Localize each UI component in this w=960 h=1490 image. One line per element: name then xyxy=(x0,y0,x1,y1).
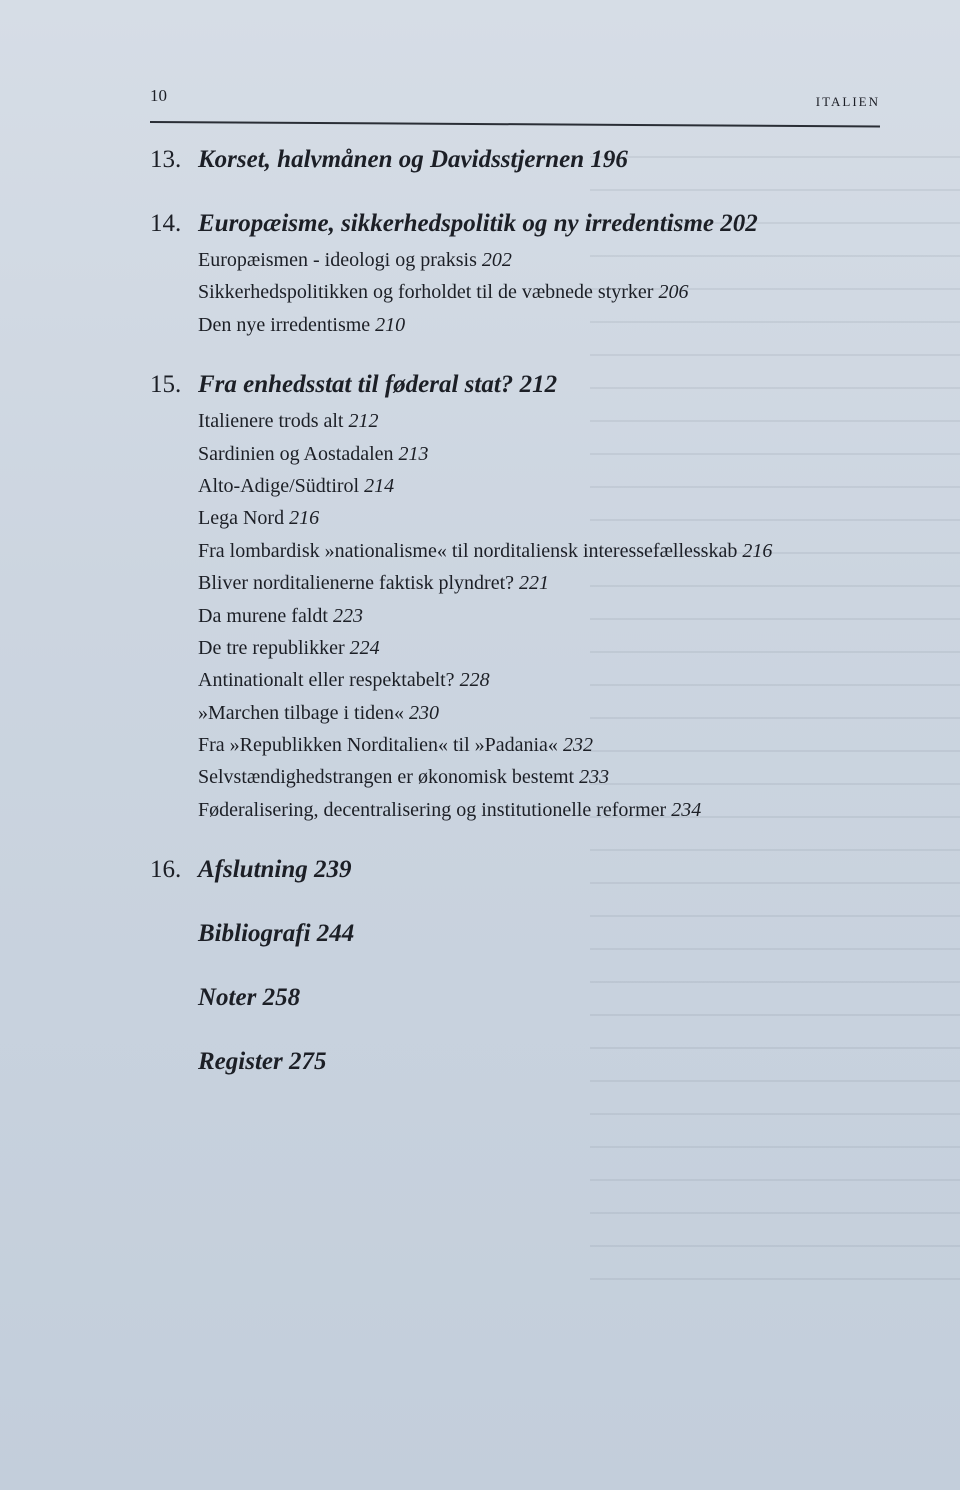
chapter-14 xyxy=(150,204,870,244)
section-page: 212 xyxy=(348,410,379,433)
table-of-contents xyxy=(150,140,870,1082)
chapter-page: 244 xyxy=(316,920,355,948)
section-page: 224 xyxy=(349,636,380,659)
chapter-page: 275 xyxy=(288,1048,327,1076)
section-page: 232 xyxy=(562,734,593,757)
toc-section xyxy=(150,535,870,567)
section-page: 210 xyxy=(375,313,406,336)
toc-entry-bibliografi xyxy=(150,914,870,954)
section-title: Føderalisering, decentralisering og institutionelle reformer xyxy=(198,798,667,821)
toc-section xyxy=(150,276,870,308)
chapter-13 xyxy=(150,140,870,180)
section-page: 221 xyxy=(519,572,550,595)
chapter-title: Register xyxy=(198,1048,283,1076)
chapter-title: Noter xyxy=(198,984,257,1012)
chapter-title: Bibliografi xyxy=(198,920,311,948)
section-page: 228 xyxy=(459,669,490,692)
section-title: Italienere trods alt xyxy=(198,410,344,433)
chapter-number: 16. xyxy=(150,856,182,884)
section-page: 233 xyxy=(579,766,610,789)
section-title: Fra lombardisk »nationalisme« til norditaliensk interessefællesskab xyxy=(198,539,738,562)
chapter-title: Afslutning xyxy=(198,856,308,884)
chapter-page: 239 xyxy=(314,856,352,884)
toc-section xyxy=(150,567,870,599)
chapter-16 xyxy=(150,850,870,890)
running-head: ITALIEN xyxy=(815,94,880,109)
section-title: Antinationalt eller respektabelt? xyxy=(198,669,455,692)
section-page: 234 xyxy=(671,798,702,821)
section-title: Europæismen - ideologi og praksis xyxy=(198,249,477,271)
chapter-page: 258 xyxy=(262,984,301,1012)
toc-section xyxy=(150,729,870,761)
section-title: De tre republikker xyxy=(198,636,345,659)
section-title: Sikkerhedspolitikken og forholdet til de væbnede styrker xyxy=(198,281,654,304)
chapter-page: 196 xyxy=(590,146,628,173)
chapter-title: Europæisme, sikkerhedspolitik og ny irredentisme xyxy=(198,210,715,237)
page-number: 10 xyxy=(150,86,167,105)
section-title: »Marchen tilbage i tiden« xyxy=(198,701,405,724)
section-page: 216 xyxy=(742,539,773,562)
header-rule xyxy=(150,121,880,127)
chapter-page: 202 xyxy=(720,210,758,237)
toc-entry-register xyxy=(150,1042,870,1082)
toc-section xyxy=(150,664,870,696)
section-title: Fra »Republikken Norditalien« til »Padania« xyxy=(198,734,558,757)
toc-section xyxy=(150,600,870,632)
toc-section xyxy=(150,794,870,826)
toc-section xyxy=(150,761,870,793)
chapter-number: 13. xyxy=(150,146,182,173)
toc-section xyxy=(150,309,870,341)
section-page: 216 xyxy=(289,507,320,530)
section-page: 206 xyxy=(658,281,689,304)
section-page: 230 xyxy=(409,701,440,724)
toc-section xyxy=(150,244,870,276)
page-header xyxy=(150,86,880,110)
toc-entry-noter xyxy=(150,978,870,1018)
section-title: Alto-Adige/Südtirol xyxy=(198,474,360,497)
chapter-number: 15. xyxy=(150,371,182,399)
section-title: Sardinien og Aostadalen xyxy=(198,442,394,465)
toc-section xyxy=(150,438,870,470)
chapter-15 xyxy=(150,365,870,405)
toc-section xyxy=(150,470,870,502)
section-page: 213 xyxy=(398,442,429,465)
section-title: Selvstændighedstrangen er økonomisk bestemt xyxy=(198,766,575,789)
toc-section xyxy=(150,697,870,729)
chapter-title: Korset, halvmånen og Davidsstjernen xyxy=(198,146,585,173)
chapter-page: 212 xyxy=(519,371,558,399)
toc-section xyxy=(150,632,870,664)
chapter-number: 14. xyxy=(150,210,182,237)
section-page: 202 xyxy=(481,249,512,271)
section-title: Lega Nord xyxy=(198,507,285,530)
section-title: Den nye irredentisme xyxy=(198,313,371,336)
section-title: Da murene faldt xyxy=(198,604,328,627)
toc-section xyxy=(150,405,870,437)
toc-section xyxy=(150,502,870,534)
section-page: 214 xyxy=(364,474,395,497)
section-title: Bliver norditalienerne faktisk plyndret? xyxy=(198,572,515,595)
section-page: 223 xyxy=(332,604,363,627)
chapter-title: Fra enhedsstat til føderal stat? xyxy=(198,371,514,399)
